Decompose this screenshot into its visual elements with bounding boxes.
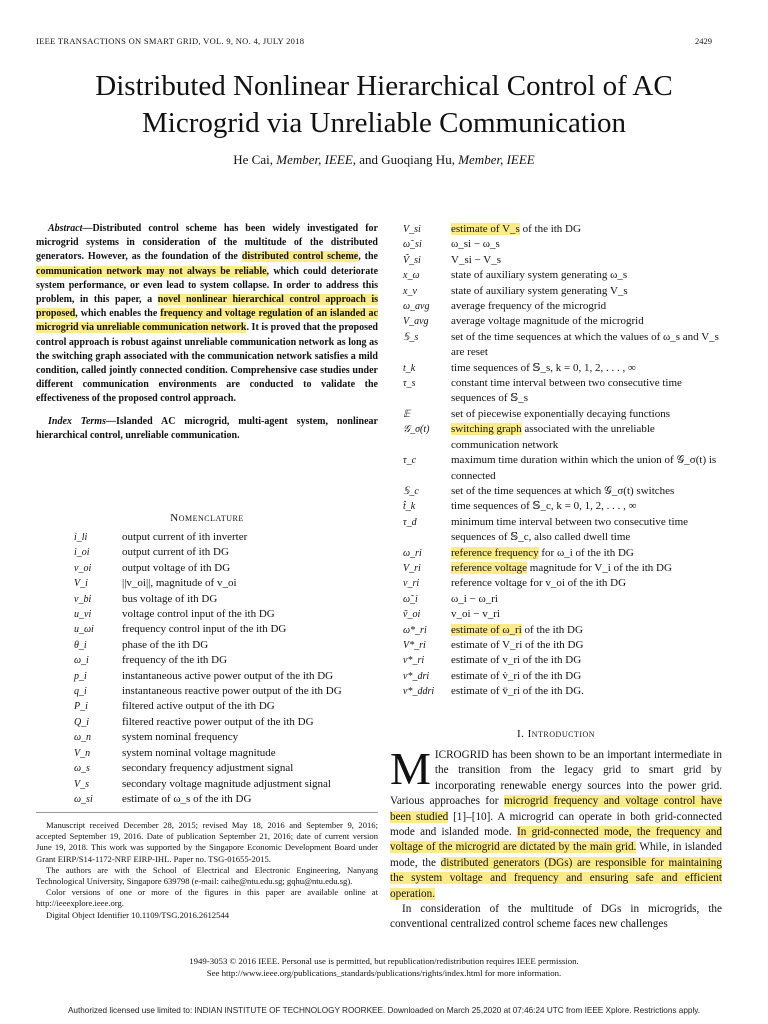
nomenclature-symbol: τ_s (403, 378, 416, 390)
nomenclature-description: filtered active output of the ith DG (122, 700, 275, 713)
nomenclature-symbol: v*_ri (403, 655, 425, 667)
nomenclature-symbol: x_v (403, 285, 417, 297)
index-terms (36, 415, 378, 443)
nomenclature-row (403, 237, 721, 252)
intro-text: [1]–[10]. A microgrid can operate in both grid-connected mode and islanded mode. (390, 810, 722, 839)
nomenclature-text: ω_i − ω_ri (451, 592, 498, 605)
nomenclature-text: estimate of v_ri of the ith DG (451, 654, 582, 667)
nomenclature-text: time sequences of 𝕊_s, k = 0, 1, 2, . . . , ∞ (451, 361, 636, 374)
nomenclature-row (74, 746, 342, 761)
nomenclature-text: minimum time interval between two consecutive time sequences of 𝕊_c, also called dwell time (451, 515, 689, 544)
nomenclature-symbol: V_s (74, 778, 89, 790)
nomenclature-row (74, 561, 342, 576)
nomenclature-row (403, 561, 721, 576)
nomenclature-row (74, 730, 342, 745)
nomenclature-right (403, 222, 721, 700)
nomenclature-symbol: 𝒢_σ(t) (403, 424, 430, 436)
nomenclature-description (451, 638, 721, 653)
nomenclature-symbol: v_ri (403, 578, 420, 590)
footnote-paragraph: Digital Object Identifier 10.1109/TSG.2016.2612544 (46, 909, 229, 920)
nomenclature-description (451, 330, 721, 361)
abstract-text: , which could deteriorate system performance, or even lead to system collapse. In order to address this problem, in this paper, a (36, 265, 379, 306)
author-names: He Cai, (233, 152, 277, 167)
nomenclature-description (451, 222, 721, 237)
footnote-paragraph: The authors are with the School of Electrical and Electronic Engineering, Nanyang Technological University, Singapore 639798 (e-mail: caihe@ntu.edu.sg; gqhu@ntu.edu.sg). (36, 864, 378, 887)
abstract-highlight: frequency and voltage regulation of an islanded ac microgrid via unreliable communication network (36, 308, 378, 334)
nomenclature-text: V_si − V_s (451, 253, 502, 266)
nomenclature-row (74, 545, 342, 560)
nomenclature-symbol: ω_n (74, 732, 92, 744)
nomenclature-highlight: estimate of V_s (451, 223, 520, 235)
nomenclature-description: frequency of the ith DG (122, 654, 228, 667)
nomenclature-symbol: ω_ri (403, 547, 422, 559)
nomenclature-row (403, 361, 721, 376)
nomenclature-text: of the ith DG (519, 223, 581, 235)
index-terms-label: Index Terms (48, 415, 106, 427)
nomenclature-symbol: t̂_k (403, 501, 416, 513)
intro-text: While, in islanded mode, the (390, 841, 722, 869)
nomenclature-description: output current of ith inverter (122, 531, 248, 543)
section-title: I. Introduction (516, 728, 596, 740)
nomenclature-highlight: estimate of ω_ri (451, 623, 522, 636)
nomenclature-row (403, 484, 721, 499)
nomenclature-description: voltage control input of the ith DG (122, 608, 275, 621)
nomenclature-symbol: ω̃_i (403, 593, 418, 605)
nomenclature-row (74, 699, 342, 714)
nomenclature-highlight: reference voltage (451, 561, 528, 574)
nomenclature-row (403, 515, 721, 546)
nomenclature-symbol: V_i (74, 578, 88, 590)
nomenclature-row (403, 376, 721, 407)
nomenclature-row (74, 653, 342, 668)
nomenclature-symbol: Ṽ_si (403, 254, 421, 266)
nomenclature-description (451, 623, 721, 638)
journal-header: IEEE TRANSACTIONS ON SMART GRID, VOL. 9, NO. 4, JULY 2018 (36, 36, 305, 46)
abstract-highlight: novel nonlinear hierarchical control approach is proposed (36, 294, 378, 320)
nomenclature-row (403, 499, 721, 514)
paper-title (0, 68, 768, 142)
nomenclature-row (403, 623, 721, 638)
abstract-label: Abstract (48, 223, 83, 234)
intro-highlight: distributed generators (DGs) are responsible for maintaining the system voltage and frequency and ensuring safe and efficient operation. (390, 856, 722, 900)
nomenclature-description: system nominal voltage magnitude (122, 746, 276, 759)
nomenclature-description: phase of the ith DG (122, 638, 209, 651)
nomenclature-description (451, 253, 721, 268)
nomenclature-description (451, 376, 721, 407)
page-number: 2429 (695, 36, 712, 46)
nomenclature-row (403, 314, 721, 329)
nomenclature-text: v_oi − v_ri (451, 608, 500, 621)
intro-paragraph-2: In consideration of the multitude of DGs in microgrids, the conventional centralized control scheme faces new challenges (390, 903, 722, 931)
nomenclature-description: system nominal frequency (122, 731, 239, 744)
author-membership-1: Member, IEEE (276, 152, 353, 167)
nomenclature-text: time sequences of 𝕊_c, k = 0, 1, 2, . . . , ∞ (451, 500, 637, 513)
nomenclature-description (451, 576, 721, 591)
nomenclature-row (403, 592, 721, 607)
nomenclature-symbol: τ_c (403, 455, 417, 467)
copyright-notice (0, 955, 768, 979)
nomenclature-symbol: ω_si (74, 793, 93, 805)
nomenclature-symbol: Q_i (74, 716, 89, 728)
nomenclature-row (403, 607, 721, 622)
nomenclature-description (451, 546, 721, 561)
nomenclature-row (74, 684, 342, 699)
intro-highlight: In grid-connected mode, the frequency and voltage of the microgrid are dictated by the main grid. (390, 826, 722, 854)
nomenclature-row (74, 792, 342, 807)
abstract-paragraph (36, 222, 378, 407)
nomenclature-text: average frequency of the microgrid (451, 300, 607, 313)
nomenclature-description: frequency control input of the ith DG (122, 623, 287, 636)
nomenclature-row (74, 669, 342, 684)
nomenclature-symbol: τ_d (403, 516, 417, 528)
nomenclature-symbol: i_oi (74, 547, 90, 559)
dropcap: M (390, 743, 431, 794)
nomenclature-left (74, 530, 384, 807)
nomenclature-description (451, 237, 721, 252)
nomenclature-symbol: 𝔼 (403, 408, 411, 420)
nomenclature-symbol: v*_ddri (403, 686, 435, 698)
nomenclature-symbol: ω_s (74, 763, 90, 775)
intro-text: ICROGRID has been shown to be an important intermediate in the transition from the legacy grid to smart grid by incorporating renewable energy sources into the power grid. Various approaches for (390, 749, 722, 808)
nomenclature-symbol: P_i (74, 701, 88, 713)
nomenclature-text: estimate of v̇_ri of the ith DG (451, 669, 582, 682)
footnote-block (36, 820, 378, 921)
nomenclature-row (403, 653, 721, 668)
nomenclature-description (451, 515, 721, 546)
nomenclature-description (451, 407, 721, 422)
nomenclature-description: instantaneous reactive power output of the ith DG (122, 685, 342, 698)
nomenclature-symbol: θ_i (74, 639, 87, 651)
author-membership-2: Member, IEEE (458, 152, 535, 167)
nomenclature-description (451, 669, 721, 684)
intro-highlight: microgrid frequency and voltage control have been studied (390, 795, 722, 823)
nomenclature-text: of the ith DG (521, 623, 583, 636)
nomenclature-symbol: ω*_ri (403, 624, 427, 636)
nomenclature-symbol: V_ri (403, 562, 421, 574)
nomenclature-description (451, 607, 721, 622)
nomenclature-text: state of auxiliary system generating ω_s (451, 269, 628, 282)
abstract-block (36, 222, 378, 443)
nomenclature-row (403, 407, 721, 422)
footnote-divider (36, 812, 378, 813)
nomenclature-text: set of the time sequences at which the values of ω_s and V_s are reset (451, 330, 719, 359)
nomenclature-symbol: ṽ_oi (403, 609, 421, 621)
nomenclature-row (403, 284, 721, 299)
nomenclature-row (403, 253, 721, 268)
nomenclature-description: output current of ith DG (122, 546, 229, 559)
nomenclature-description (451, 561, 721, 576)
abstract-text: , which enables the (75, 308, 161, 320)
nomenclature-description (451, 592, 721, 607)
nomenclature-text: maximum time duration within which the union of 𝒢_σ(t) is connected (451, 454, 717, 482)
intro-paragraph-1 (390, 743, 722, 902)
nomenclature-symbol: u_ωi (74, 624, 94, 636)
nomenclature-description (451, 453, 721, 484)
footnote-paragraph: Manuscript received December 28, 2015; revised May 18, 2016 and September 9, 2016; accepted September 19, 2016. Date of publication September 21, 2016; date of current version June 19, 2018. This work was supported by the Singapore Economic Development Board under Grant EIRP/S14-1172-NRF EIRP-IHL. Paper no. TSG-01655-2015. (36, 820, 378, 864)
nomenclature-row (403, 299, 721, 314)
nomenclature-description (451, 284, 721, 299)
nomenclature-description (451, 422, 721, 453)
nomenclature-description: secondary frequency adjustment signal (122, 762, 294, 775)
nomenclature-highlight: reference frequency (451, 546, 539, 559)
nomenclature-symbol: V*_ri (403, 639, 426, 651)
copyright-line-2: See http://www.ieee.org/publications_standards/publications/rights/index.html for more information. (206, 968, 562, 978)
nomenclature-row (403, 222, 721, 237)
abstract-text: . It is proved that the proposed control approach is robust against unreliable communication network as long as the switching graph associated with the communication network satisfies a mild condition, called jointly connected condition. Comprehensive case studies under different communication environments are conducted to validate the effectiveness of the proposed control approach. (36, 322, 378, 405)
abstract-highlight: communication network may not always be reliable (36, 265, 267, 277)
nomenclature-symbol: v_bi (74, 593, 92, 605)
nomenclature-left-table (74, 530, 342, 807)
nomenclature-description: filtered reactive power output of the ith DG (122, 715, 314, 728)
nomenclature-symbol: 𝕊_c (403, 485, 419, 497)
nomenclature-description (451, 268, 721, 283)
nomenclature-row (74, 607, 342, 622)
title-line-2: Microgrid via Unreliable Communication (141, 107, 627, 139)
nomenclature-text: average voltage magnitude of the microgrid (451, 315, 644, 328)
nomenclature-symbol: ω̃_si (403, 239, 422, 251)
nomenclature-row (403, 576, 721, 591)
nomenclature-description: estimate of ω_s of the ith DG (122, 792, 252, 805)
nomenclature-row (74, 576, 342, 591)
nomenclature-row (74, 622, 342, 637)
nomenclature-description (451, 653, 721, 668)
nomenclature-text: state of auxiliary system generating V_s (451, 284, 628, 297)
introduction-text (390, 743, 722, 933)
nomenclature-symbol: i_li (74, 532, 88, 543)
nomenclature-text: estimate of V_ri of the ith DG (451, 638, 584, 651)
nomenclature-row (403, 684, 721, 699)
nomenclature-row (403, 669, 721, 684)
nomenclature-description (451, 361, 721, 376)
nomenclature-symbol: 𝕊_s (403, 331, 419, 343)
nomenclature-row (403, 546, 721, 561)
nomenclature-text: associated with the unreliable communication network (451, 423, 655, 451)
nomenclature-text: estimate of v̈_ri of the ith DG. (451, 685, 584, 698)
nomenclature-row (74, 530, 342, 545)
nomenclature-description: secondary voltage magnitude adjustment signal (122, 777, 331, 790)
nomenclature-text: set of the time sequences at which 𝒢_σ(t) switches (451, 484, 675, 497)
title-line-1: Distributed Nonlinear Hierarchical Control of AC (95, 70, 673, 102)
nomenclature-row (403, 422, 721, 453)
author-and: , and Guoqiang Hu, (352, 152, 459, 167)
copyright-line-1: 1949-3053 © 2016 IEEE. Personal use is permitted, but republication/redistribution requires IEEE permission. (189, 956, 579, 966)
nomenclature-symbol: u_vi (74, 609, 92, 621)
nomenclature-row (403, 268, 721, 283)
nomenclature-title: Nomenclature (170, 512, 244, 524)
nomenclature-row (74, 638, 342, 653)
abstract-text: , the (358, 251, 378, 263)
nomenclature-row (74, 715, 342, 730)
nomenclature-row (74, 761, 342, 776)
nomenclature-description (451, 484, 721, 499)
nomenclature-text: set of piecewise exponentially decaying functions (451, 407, 671, 420)
nomenclature-symbol: ω_avg (403, 301, 430, 313)
nomenclature-row (403, 638, 721, 653)
nomenclature-row (403, 330, 721, 361)
nomenclature-description: output voltage of ith DG (122, 561, 231, 574)
abstract-text: —Distributed control scheme has been widely investigated for microgrid systems in consideration of the multitude of the distributed generators. However, as the foundation of the (36, 223, 378, 263)
nomenclature-description (451, 314, 721, 329)
nomenclature-symbol: ω_i (74, 655, 89, 667)
author-line (0, 152, 768, 168)
nomenclature-description: bus voltage of ith DG (122, 592, 218, 605)
license-banner: Authorized licensed use limited to: INDIAN INSTITUTE OF TECHNOLOGY ROORKEE. Downloaded on March 25,2020 at 07:46:24 UTC from IEEE Xplore. Restrictions apply. (67, 1006, 701, 1015)
nomenclature-symbol: t_k (403, 362, 416, 374)
nomenclature-symbol: V_avg (403, 316, 429, 328)
nomenclature-row (74, 777, 342, 792)
nomenclature-description (451, 684, 721, 699)
nomenclature-text: ω_si − ω_s (451, 238, 500, 251)
nomenclature-description: instantaneous active power output of the ith DG (122, 669, 334, 682)
nomenclature-text: reference voltage for v_oi of the ith DG (451, 577, 627, 590)
nomenclature-description: ||v_oi||, magnitude of v_oi (122, 577, 237, 590)
nomenclature-symbol: V_si (403, 224, 421, 235)
nomenclature-symbol: x_ω (403, 270, 420, 282)
footnote-paragraph: Color versions of one or more of the figures in this paper are available online at http://ieeexplore.ieee.org. (36, 887, 378, 909)
nomenclature-symbol: p_i (74, 670, 87, 682)
nomenclature-symbol: V_n (74, 747, 91, 759)
index-terms-text: —Islanded AC microgrid, multi-agent system, nonlinear hierarchical control, unreliable communication. (36, 415, 378, 441)
nomenclature-symbol: v_oi (74, 562, 92, 574)
abstract-highlight: distributed control scheme (241, 251, 359, 263)
nomenclature-symbol: v*_dri (403, 670, 430, 682)
nomenclature-description (451, 499, 721, 514)
nomenclature-symbol: q_i (74, 686, 87, 698)
nomenclature-row (74, 592, 342, 607)
nomenclature-description (451, 299, 721, 314)
nomenclature-row (403, 453, 721, 484)
nomenclature-text: constant time interval between two consecutive time sequences of 𝕊_s (451, 377, 682, 405)
nomenclature-highlight: switching graph (451, 423, 522, 436)
nomenclature-text: for ω_i of the ith DG (538, 546, 634, 559)
nomenclature-text: magnitude for V_i of the ith DG (527, 561, 672, 574)
nomenclature-right-table (403, 222, 721, 700)
